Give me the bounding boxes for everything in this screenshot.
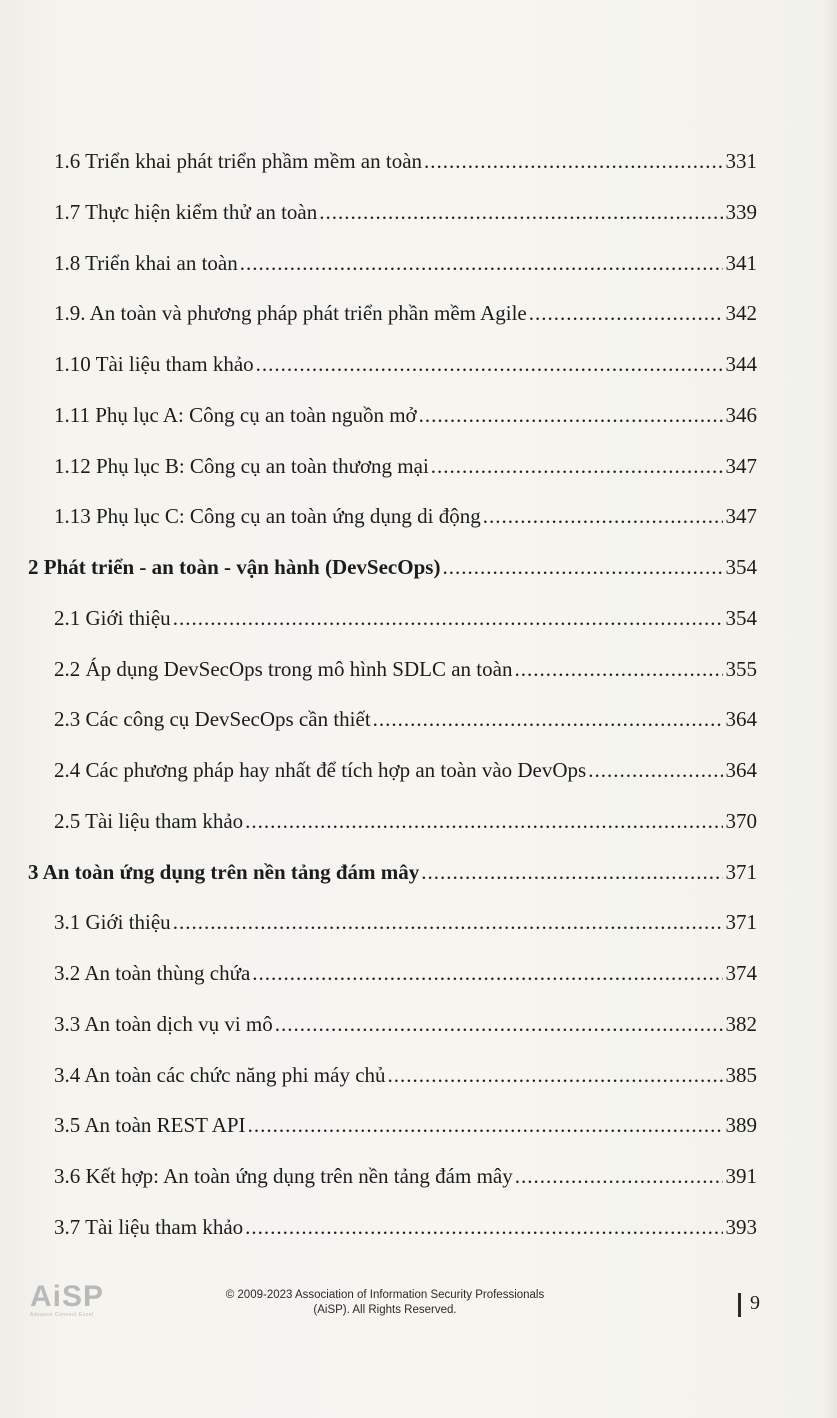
toc-section-entry	[54, 195, 757, 229]
toc-entry-title: 3.7 Tài liệu tham khảo	[54, 1215, 244, 1239]
toc-page-number: 347	[725, 454, 757, 478]
toc-page-number: 393	[725, 1215, 757, 1239]
toc-page-number: 354	[725, 555, 757, 579]
toc-section-entry	[54, 1058, 757, 1092]
toc-entry-title: 2.4 Các phương pháp hay nhất để tích hợp an toàn vào DevOps	[54, 758, 587, 782]
toc-page-number: 364	[725, 758, 757, 782]
toc-section-entry	[54, 296, 757, 330]
toc-page-number: 355	[725, 657, 757, 681]
toc-entry-title: 3 An toàn ứng dụng trên nền tảng đám mây	[28, 860, 420, 884]
copyright-notice	[190, 1288, 580, 1318]
toc-entry-title: 3.5 An toàn REST API	[54, 1113, 246, 1137]
toc-dot-leader	[173, 905, 723, 939]
toc-page-number: 371	[725, 910, 757, 934]
toc-section-entry	[54, 499, 757, 533]
toc-entry-title: 3.1 Giới thiệu	[54, 910, 171, 934]
toc-page-number: 339	[725, 200, 757, 224]
page-number-divider	[738, 1293, 741, 1317]
toc-page-number: 371	[725, 860, 757, 884]
toc-entry-title: 2.5 Tài liệu tham khảo	[54, 809, 244, 833]
toc-dot-leader	[515, 1159, 723, 1193]
toc-dot-leader	[245, 1210, 722, 1244]
toc-page-number: 342	[725, 301, 757, 325]
toc-dot-leader	[588, 753, 722, 787]
toc-section-entry	[54, 956, 757, 990]
logo-tagline: Advance Connect Excel	[30, 1312, 94, 1318]
toc-section-entry	[54, 144, 757, 178]
toc-entry-title: 1.10 Tài liệu tham khảo	[54, 352, 254, 376]
toc-page-number: 346	[725, 403, 757, 427]
toc-page-number: 370	[725, 809, 757, 833]
toc-page-number: 389	[725, 1113, 757, 1137]
toc-entry-title: 1.9. An toàn và phương pháp phát triển phần mềm Agile	[54, 301, 527, 325]
toc-page-number: 374	[725, 961, 757, 985]
toc-section-entry	[54, 1007, 757, 1041]
toc-dot-leader	[529, 296, 723, 330]
toc-section-entry	[54, 347, 757, 381]
toc-page-number: 354	[725, 606, 757, 630]
toc-page-number: 331	[725, 149, 757, 173]
aisp-logo	[30, 1282, 120, 1322]
toc-page-number: 382	[725, 1012, 757, 1036]
copyright-line-1: © 2009-2023 Association of Information Security Professionals	[225, 1289, 545, 1301]
toc-dot-leader	[419, 398, 723, 432]
toc-dot-leader	[252, 956, 722, 990]
toc-page-number: 391	[725, 1164, 757, 1188]
toc-section-entry	[54, 246, 757, 280]
toc-dot-leader	[388, 1058, 723, 1092]
toc-dot-leader	[421, 855, 722, 889]
toc-page-number: 341	[725, 251, 757, 275]
toc-dot-leader	[240, 246, 723, 280]
page-number: 9	[750, 1292, 760, 1314]
toc-entry-title: 3.3 An toàn dịch vụ vi mô	[54, 1012, 273, 1036]
toc-entry-title: 1.8 Triển khai an toàn	[54, 251, 238, 275]
toc-dot-leader	[424, 144, 722, 178]
toc-entry-title: 3.4 An toàn các chức năng phi máy chủ	[54, 1063, 386, 1087]
toc-dot-leader	[256, 347, 723, 381]
toc-section-entry	[54, 804, 757, 838]
toc-section-entry	[54, 1210, 757, 1244]
toc-dot-leader	[248, 1108, 723, 1142]
toc-section-entry	[54, 601, 757, 635]
toc-dot-leader	[173, 601, 723, 635]
toc-page-number: 344	[725, 352, 757, 376]
toc-entry-title: 2 Phát triển - an toàn - vận hành (DevSecOps)	[28, 555, 441, 579]
toc-section-entry	[54, 905, 757, 939]
toc-section-entry	[54, 753, 757, 787]
copyright-line-2: (AiSP). All Rights Reserved.	[313, 1304, 457, 1316]
toc-entry-title: 2.3 Các công cụ DevSecOps cần thiết	[54, 707, 371, 731]
toc-chapter-entry	[28, 550, 757, 584]
toc-entry-title: 1.13 Phụ lục C: Công cụ an toàn ứng dụng di động	[54, 504, 481, 528]
toc-section-entry	[54, 1159, 757, 1193]
toc-section-entry	[54, 702, 757, 736]
toc-section-entry	[54, 398, 757, 432]
toc-entry-title: 1.7 Thực hiện kiểm thử an toàn	[54, 200, 318, 224]
toc-dot-leader	[245, 804, 722, 838]
toc-dot-leader	[442, 550, 722, 584]
toc-entry-title: 1.6 Triển khai phát triển phầm mềm an toàn	[54, 149, 423, 173]
toc-page-number: 385	[725, 1063, 757, 1087]
logo-wordmark: AiSP	[30, 1280, 105, 1313]
toc-dot-leader	[319, 195, 722, 229]
toc-section-entry	[54, 652, 757, 686]
toc-dot-leader	[431, 449, 723, 483]
toc-section-entry	[54, 449, 757, 483]
toc-entry-title: 3.2 An toàn thùng chứa	[54, 961, 251, 985]
toc-page-number: 364	[725, 707, 757, 731]
toc-dot-leader	[514, 652, 722, 686]
toc-dot-leader	[483, 499, 723, 533]
toc-entry-title: 1.12 Phụ lục B: Công cụ an toàn thương mại	[54, 454, 429, 478]
toc-entry-title: 2.1 Giới thiệu	[54, 606, 171, 630]
toc-section-entry	[54, 1108, 757, 1142]
toc-entry-title: 2.2 Áp dụng DevSecOps trong mô hình SDLC an toàn	[54, 657, 513, 681]
toc-chapter-entry	[28, 855, 757, 889]
toc-page-number: 347	[725, 504, 757, 528]
toc-entry-title: 3.6 Kết hợp: An toàn ứng dụng trên nền tảng đám mây	[54, 1164, 513, 1188]
toc-dot-leader	[275, 1007, 723, 1041]
toc-entry-title: 1.11 Phụ lục A: Công cụ an toàn nguồn mở	[54, 403, 417, 427]
toc-dot-leader	[373, 702, 723, 736]
